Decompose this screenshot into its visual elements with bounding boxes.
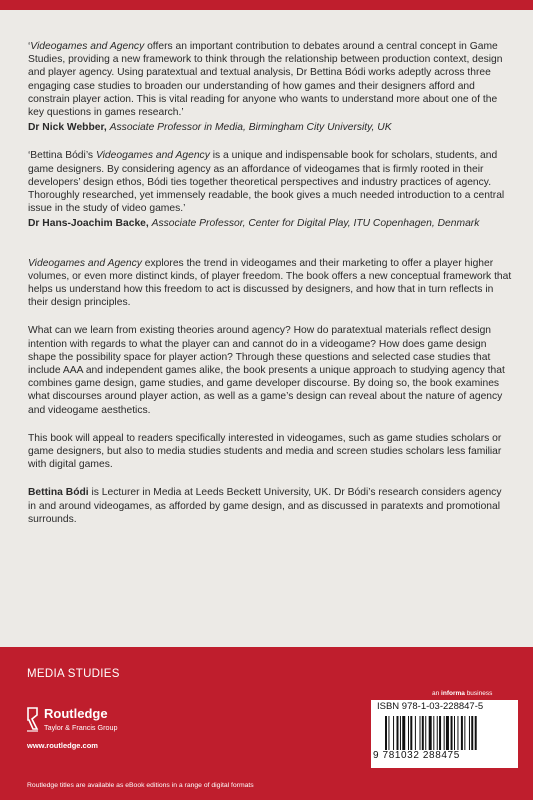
- subject-category: MEDIA STUDIES: [27, 668, 120, 680]
- barcode-bar: [388, 716, 389, 750]
- barcode-bar: [461, 716, 463, 750]
- endorsement-2-attribution: Dr Hans-Joachim Backe, Associate Professor, Center for Digital Play, ITU Copenhagen, Denmark: [28, 218, 480, 230]
- cover-text: [28, 40, 512, 526]
- description-paragraph-3: This book will appeal to readers specifically interested in videogames, such as game studies scholars or game designers, but also to media studies students and media and screen studies scholars less familiar with digital games.: [28, 432, 502, 471]
- barcode-bar: [457, 716, 458, 750]
- barcode-bar: [415, 716, 416, 750]
- barcode-bar: [429, 716, 432, 750]
- barcode-bar: [437, 716, 438, 750]
- publisher-website[interactable]: www.routledge.com: [27, 741, 98, 750]
- endorsement-1-attribution: Dr Nick Webber, Associate Professor in Media, Birmingham City University, UK: [28, 122, 392, 134]
- publisher-logo: [26, 705, 136, 737]
- barcode-bar: [444, 716, 445, 750]
- barcode-bar: [451, 716, 453, 750]
- barcode-bar: [397, 716, 399, 750]
- barcode-bar: [446, 716, 449, 750]
- top-red-band: [0, 0, 533, 10]
- barcode-bar: [385, 716, 387, 750]
- barcode-bar: [433, 716, 434, 750]
- barcode-bar: [410, 716, 412, 750]
- isbn-label: ISBN 978-1-03-228847-5: [377, 701, 484, 712]
- ebook-note: Routledge titles are available as eBook editions in a range of digital formats: [27, 782, 254, 789]
- barcode-bar: [469, 716, 470, 750]
- publisher-group: Taylor & Francis Group: [44, 723, 118, 732]
- barcode-bar: [464, 716, 465, 750]
- endorsement-2: ‘Bettina Bódi’s Videogames and Agency is a unique and indispensable book for scholars, students, and game designers. By considering agency as an affordance of videogames that is firmly rooted in their developers’ design ethos, Bódi ties together theoretical perspectives and industry practices of agency. Thoroughly researched, yet immensely readable, the book gives a much needed introduction to a central issue in the study of video games.’: [28, 150, 505, 215]
- barcode-bar: [400, 716, 401, 750]
- barcode-bar: [471, 716, 473, 750]
- barcode-bar: [420, 716, 421, 750]
- publisher-name: Routledge: [44, 706, 108, 721]
- barcode-bar: [454, 716, 455, 750]
- barcode-panel: [371, 700, 518, 768]
- barcode-bar: [439, 716, 441, 750]
- description-paragraph-1: Videogames and Agency explores the trend in videogames and their marketing to offer a player higher volumes, or even more distinct kinds, of player freedom. The book offers a new conceptual framework that helps us understand how this freedom to act is discussed by designers, and how that in turn reflects in their design principles.: [28, 257, 512, 309]
- barcode-bar: [402, 716, 405, 750]
- barcode-bar: [393, 716, 394, 750]
- informa-business-tag: an informa business: [432, 690, 493, 697]
- endorsement-1: ‘Videogames and Agency offers an important contribution to debates around a central concept in Game Studies, providing a new framework to think through the relationship between production context, design and player agency. Using paratextual and textual analysis, Dr Bettina Bódi works adeptly across three engaging case studies to broaden our understanding of how games and their designers afford and constrain player action. This is vital reading for anyone who wants to understand more about one of the key questions in games research.’: [28, 41, 503, 119]
- barcode-bar: [475, 716, 477, 750]
- barcode-icon: [385, 716, 507, 750]
- author-bio: Bettina Bódi is Lecturer in Media at Leeds Beckett University, UK. Dr Bódi’s research considers agency in and around videogames, as afforded by game design, and as discussed in paratexts and promotional surrounds.: [28, 487, 502, 525]
- barcode-number: 9 781032 288475: [373, 750, 460, 761]
- routledge-logo-icon: [26, 705, 39, 732]
- barcode-bar: [422, 716, 424, 750]
- description-paragraph-2: What can we learn from existing theories around agency? How do paratextual materials reflect design intention with regards to what the player can and cannot do in a videogame? How does game design shape the possibility space for player action? Through these questions and selected case studies that include AAA and independent games alike, the book presents a unique approach to studying agency that combines game design, game studies, and game developer discourse. By doing so, the book examines what discourses around player action, as well as a game’s design can reveal about the nature of agency and videogame aesthetics.: [28, 325, 505, 416]
- barcode-bar: [425, 716, 426, 750]
- barcode-bar: [408, 716, 409, 750]
